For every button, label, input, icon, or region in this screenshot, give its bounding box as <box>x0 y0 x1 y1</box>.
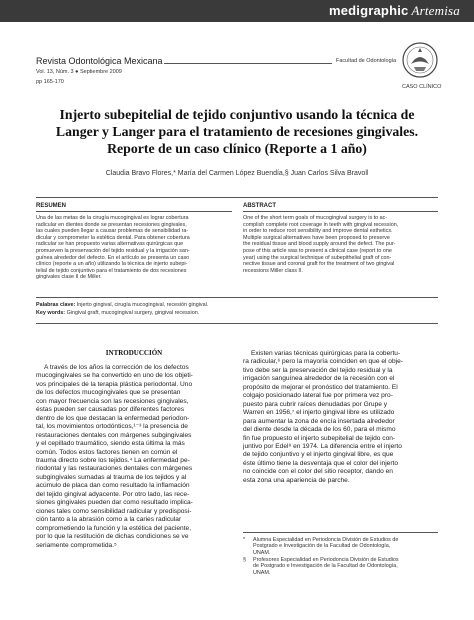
title-line: Langer y Langer para el tratamiento de recesiones gingivales. <box>55 124 419 139</box>
text-line: Existen varias técnicas quirúrgicas para la cobertu- <box>251 350 401 357</box>
footnote-rule <box>243 532 438 533</box>
keywords-es-text: Injerto gingival, cirugía mucogingival, recesión gingival. <box>76 302 209 308</box>
text-line: dicular y comprometer la estética dental. Para obtener cobertura <box>36 234 190 241</box>
text-line: y el cepillado traumático, siendo esta última la más <box>36 440 185 448</box>
text-line: guínea alrededor del defecto. En el artículo se presenta un caso <box>36 254 190 261</box>
text-line: del tejido gingival adyacente. Por otro lado, las rece- <box>36 490 190 498</box>
text-line: las cuales pueden llegar a causar problemas de sensibilidad ra- <box>36 228 189 235</box>
article-title <box>36 106 438 157</box>
text-line: no coincide con el color del sitio receptor, dando en <box>243 468 393 476</box>
page-range: pp 165-170 <box>36 79 64 85</box>
brand-name: medigraphic <box>328 3 409 18</box>
keywords-bottom-rule <box>36 323 438 324</box>
text-line: del diente desde la década de los 60, para el mismo <box>243 426 396 434</box>
text-line: trauma directo sobre los tejidos.⁴ La enfermedad pe- <box>36 456 190 464</box>
text-line: A través de los años la corrección de los defectos <box>44 364 189 371</box>
text-line: acúmulo de placa dan como resultado la inflamación <box>36 482 190 490</box>
header-rule <box>164 63 332 64</box>
footnote-mark: * <box>243 537 246 543</box>
abstract-text <box>243 215 438 274</box>
text-line: fin fue propuesto el injerto subepitelial de tejido con- <box>243 434 396 442</box>
text-line: éste último tiene la desventaja que el color del injerto <box>243 459 399 467</box>
text-line: siones gingivales pueden dar como resultado implica- <box>36 499 193 507</box>
text-line: común. Todos estos factores tienen en común el <box>36 448 178 456</box>
volume-info: Vol. 13, Núm. 3 ● Septiembre 2009 <box>36 69 122 75</box>
text-line: radicular se han propuesto varias alternativas quirúrgicas que <box>36 241 184 248</box>
title-line: Reporte de un caso clínico (Reporte a 1 año) <box>107 141 367 156</box>
keywords-en <box>36 310 438 316</box>
section-label: CASO CLÍNICO <box>402 84 442 90</box>
text-line: esta zona una apariencia de parche. <box>243 476 350 484</box>
footnote <box>243 537 438 556</box>
resumen-heading: RESUMEN <box>36 203 67 209</box>
text-line: recessions Miller class II. <box>243 267 303 274</box>
footnote-text <box>253 557 438 576</box>
footnote <box>243 557 438 576</box>
text-line: ra radicular,⁶ pero la mayoría coinciden en que el obje- <box>243 358 403 366</box>
resumen-text <box>36 215 232 281</box>
medigraphic-banner <box>0 0 474 22</box>
text-line: con mayor frecuencia son las recesiones gingivales, <box>36 397 189 405</box>
text-line: seriamente comprometida.⁵ <box>36 541 117 549</box>
keywords-es <box>36 302 438 308</box>
text-line: year) using the surgical technique of subepithelial graft of con- <box>243 254 392 261</box>
text-line: de tejido conjuntivo y el injerto gingival libre, es que <box>243 451 394 459</box>
text-line: éstas pueden ser causadas por diferentes factores <box>36 406 185 414</box>
right-column <box>243 350 438 485</box>
left-column <box>36 364 232 550</box>
text-line: para aumentar la zona de encía insertada alrededor <box>243 417 395 425</box>
text-line: de los defectos mucogingivales que se presentan <box>36 389 181 397</box>
text-line: Una de las metas de la cirugía mucogingival es lograr cobertura <box>36 215 189 221</box>
text-line: comprometiendo la función y la estética del paciente, <box>36 524 192 532</box>
keywords-es-label: Palabras clave: <box>36 302 76 308</box>
text-line: tivo debe ser la preservación del tejido residual y la <box>243 366 393 374</box>
text-line: propósito de mejorar el pronóstico del tratamiento. El <box>243 383 398 391</box>
text-line: Alumna Especialidad en Periodoncia División de Estudios de <box>253 537 399 543</box>
text-line: mucogingivales se ha convertido en uno de los objeti- <box>36 372 193 380</box>
brand-italic: Artemisa <box>411 3 460 18</box>
text-line: vos principales de la terapia plástica periodontal. Uno <box>36 380 193 388</box>
journal-name: Revista Odontológica Mexicana <box>36 56 163 66</box>
text-line: colgajo posicionado lateral fue por primera vez pro- <box>243 392 393 400</box>
footnote-text <box>253 537 438 556</box>
abstract-rule <box>243 211 438 212</box>
text-line: nective tissue and coronal graft for the treatment of two gingival <box>243 261 395 268</box>
text-line: puesto para cubrir raíces denudadas por Grupe y <box>243 400 388 408</box>
text-line: Warren en 1956,⁷ el injerto gingival libre es utilizado <box>243 409 395 417</box>
footnote-mark: § <box>243 557 246 563</box>
text-line: pose of this article was to present a clinical case (report to one <box>243 247 392 254</box>
text-line: juntivo por Edel⁸ en 1974. La diferencia entre el injerto <box>243 442 402 450</box>
text-line: riodontal y las restauraciones dentales con márgenes <box>36 465 193 473</box>
text-line: irrigación sanguínea alrededor de la recesión con el <box>243 375 395 383</box>
brand-logo[interactable] <box>329 3 460 19</box>
text-line: Multiple surgical alternatives have been proposed to preserve <box>243 234 390 241</box>
text-line: clínico (reporte a un año) utilizando la técnica de injerto subepi- <box>36 261 188 268</box>
text-line: promueven la preservación del tejido residual y la irrigación san- <box>36 247 190 254</box>
text-line: Postgrado e Investigación de la Facultad de Odontología, <box>253 543 391 550</box>
keywords-en-text: Gingival graft, mucogingival surgery, gingival recession. <box>66 310 200 316</box>
unam-seal-icon <box>400 40 440 82</box>
title-line: Injerto subepitelial de tejido conjuntivo usando la técnica de <box>59 107 415 122</box>
abstract-top-rule <box>36 197 438 198</box>
keywords-en-label: Key words: <box>36 310 66 316</box>
text-line: ción tanto a la abrasión como a la caries radicular <box>36 516 182 524</box>
text-line: the residual tissue and blood supply around the defect. The pur- <box>243 241 396 248</box>
text-line: de Postgrado e Investigación de la Facultad de Odontología, <box>253 563 398 570</box>
resumen-rule <box>36 211 232 212</box>
introduction-heading: INTRODUCCIÓN <box>105 349 163 357</box>
text-line: complish complete root coverage in teeth with gingival recession, <box>243 221 399 228</box>
text-line: subgingivales sumadas al trauma de los tejidos y al <box>36 473 187 481</box>
text-line: dentro de los que destacan la enfermedad periodon- <box>36 414 190 422</box>
author-list: Claudia Bravo Flores,* María del Carmen López Buendía,§ Juan Carlos Silva Bravo‖ <box>105 170 369 177</box>
text-line: UNAM. <box>253 549 271 556</box>
text-line: in order to reduce root sensibility and improve dental esthetics. <box>243 228 393 235</box>
text-line: Profesores Especialidad en Periodoncia División de Estudios <box>253 557 399 563</box>
text-line: telial de tejido conjuntivo para el tratamiento de dos recesiones <box>36 267 187 274</box>
text-line: One of the short term goals of mucogingival surgery is to ac- <box>243 215 388 221</box>
abstract-heading: ABSTRACT <box>243 203 276 209</box>
text-line: UNAM. <box>253 569 271 576</box>
text-line: por lo que la restitución de dichas condiciones se ve <box>36 533 189 541</box>
text-line: radicular en dientes donde se presentan recesiones gingivales, <box>36 221 187 228</box>
faculty-name: Facultad de Odontología <box>336 58 397 64</box>
text-line: restauraciones dentales con márgenes subgingivales <box>36 431 192 439</box>
text-line: gingivales clase II de Miller. <box>36 274 102 281</box>
text-line: tal, los movimientos ortodónticos,¹⁻³ la presencia de <box>36 423 188 431</box>
keywords-top-rule <box>36 297 438 298</box>
text-line: ciones tales como sensibilidad radicular y predisposi- <box>36 507 192 515</box>
